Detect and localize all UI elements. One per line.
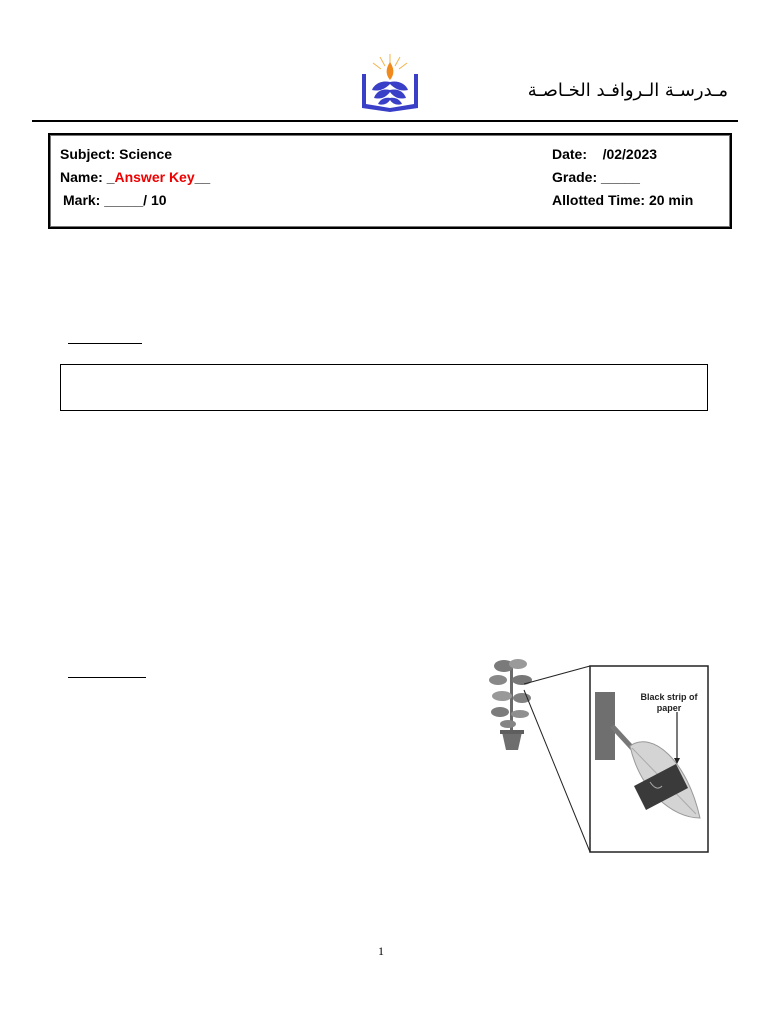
page-number: 1 [378, 944, 384, 958]
name-label: Name: [60, 169, 107, 185]
allotted-time-label: Allotted Time: 20 min [552, 192, 694, 208]
name-blank-post: __ [194, 169, 211, 185]
date-label: Date: /02/2023 [552, 146, 658, 162]
name-value: Answer Key [114, 169, 195, 185]
school-logo [356, 52, 424, 116]
mark-label: Mark: _____/ 10 [63, 192, 167, 208]
subject-label: Subject: Science [60, 146, 173, 162]
name-blank-pre: _ [106, 169, 115, 185]
potted-plant [489, 659, 532, 750]
question-heading-underline-1 [68, 343, 142, 344]
header-rule [32, 120, 738, 122]
grade-label: Grade: _____ [552, 169, 640, 185]
question-heading-underline-2 [68, 677, 146, 678]
plant-leaf-experiment-figure [462, 650, 736, 866]
figure-label-line-1: Black strip of [640, 692, 698, 702]
school-name: مـدرسـة الـروافـد الخـاصـة [527, 80, 728, 101]
figure-label-line-2: paper [656, 703, 682, 713]
name-line [60, 169, 210, 185]
answer-box [60, 364, 708, 411]
